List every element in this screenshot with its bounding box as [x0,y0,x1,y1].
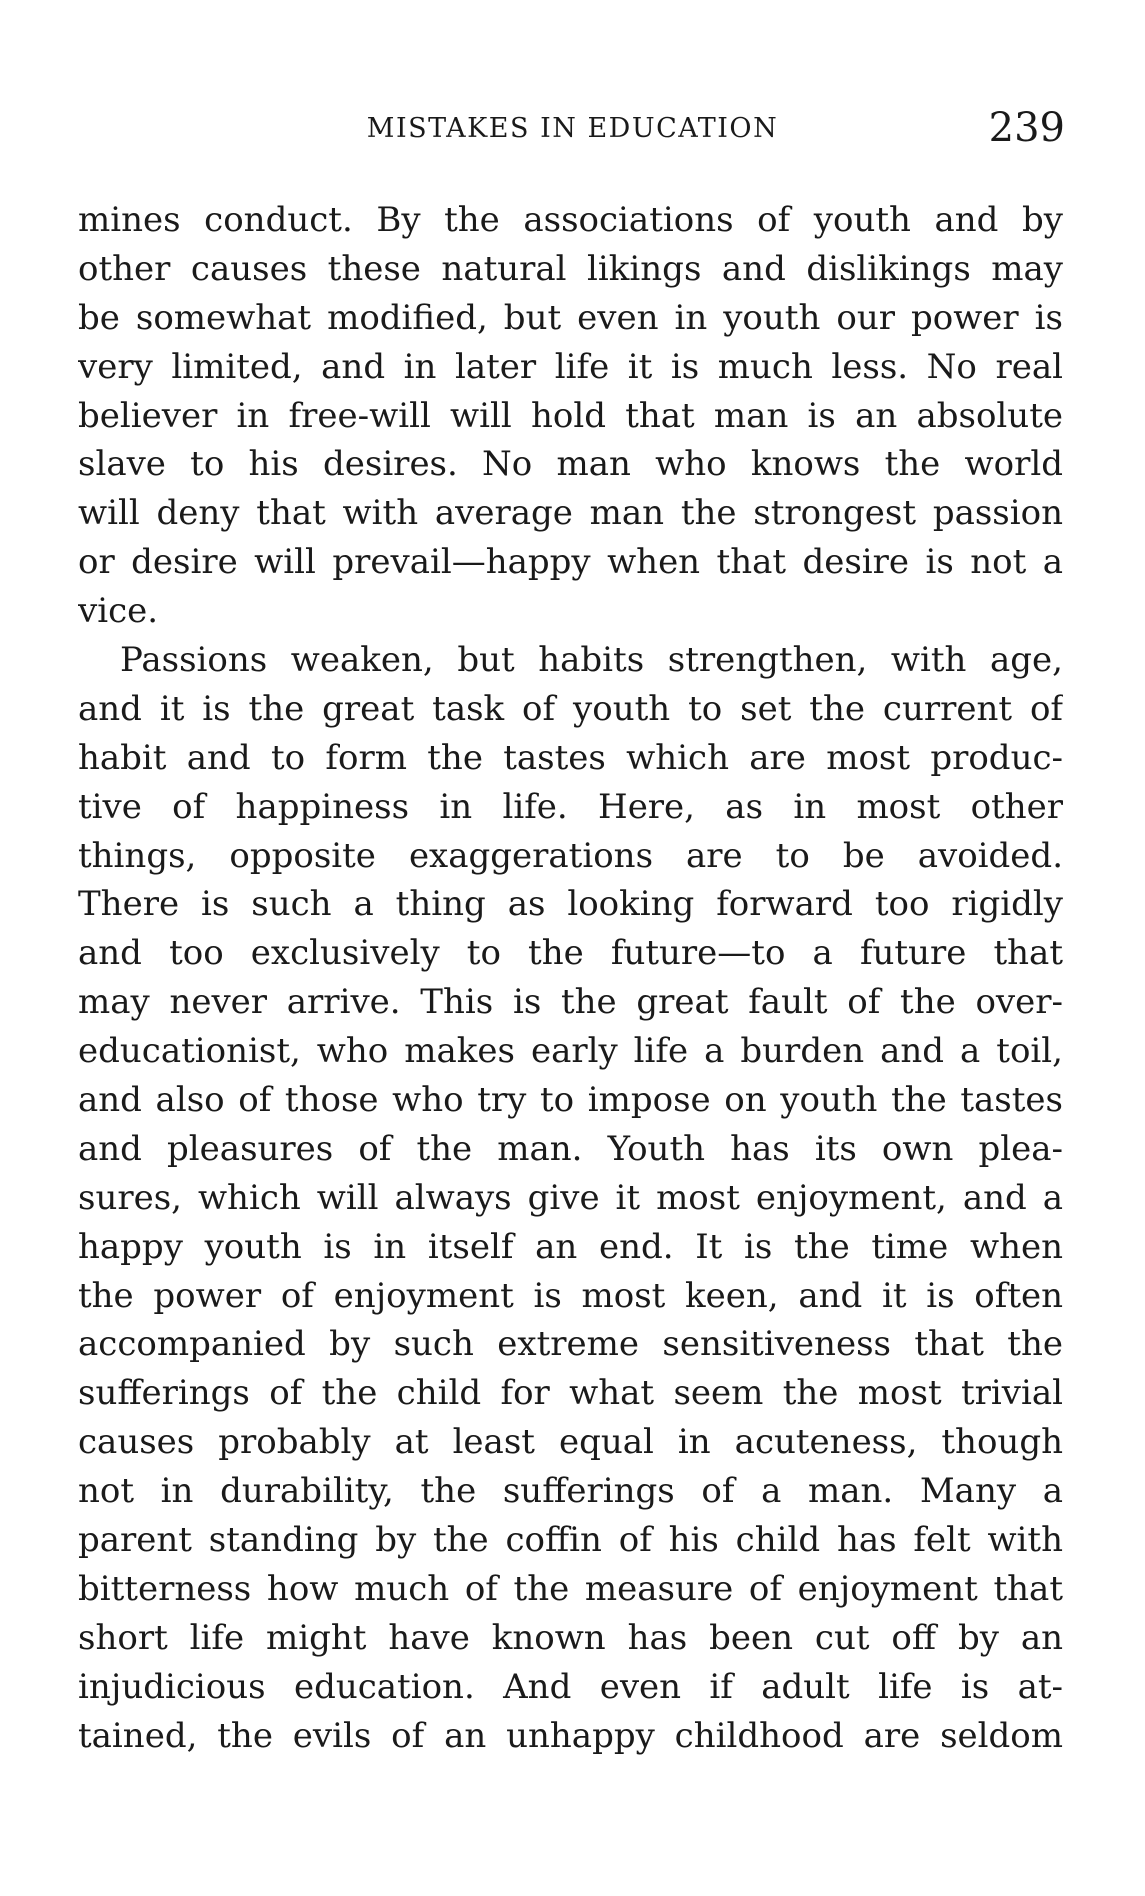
body-text [78,196,1063,1761]
text-line: bitterness how much of the measure of enjoyment that [78,1568,1063,1609]
text-line: vice. [78,591,159,632]
text-line: There is such a thing as looking forward too rigidly [78,884,1063,925]
text-line: parent standing by the coffin of his child has felt with [78,1520,1063,1561]
text-line: mines conduct. By the associations of youth and by [78,200,1063,240]
text-line: educationist, who makes early life a burden and a toil, [78,1031,1063,1072]
text-line: and it is the great task of youth to set the current of [78,688,1063,729]
text-line: may never arrive. This is the great fault of the over- [78,982,1063,1023]
running-title: MISTAKES IN EDUCATION [366,113,779,144]
text-line: habit and to form the tastes which are most produc- [78,737,1063,778]
text-line: very limited, and in later life it is much less. No real [78,346,1063,387]
text-line: be somewhat modified, but even in youth our power is [78,297,1063,338]
text-line: sufferings of the child for what seem the most trivial [78,1373,1063,1414]
text-line: Passions weaken, but habits strengthen, with age, [120,640,1063,681]
text-line: the power of enjoyment is most keen, and it is often [78,1275,1063,1316]
text-line: happy youth is in itself an end. It is the time when [78,1226,1063,1267]
text-line: slave to his desires. No man who knows the world [78,444,1063,485]
text-line: injudicious education. And even if adult life is at- [78,1666,1063,1707]
text-line: believer in free-will will hold that man is an absolute [78,395,1063,436]
text-line: tained, the evils of an unhappy childhood are seldom [78,1715,1063,1756]
text-line: or desire will prevail—happy when that desire is not a [78,542,1063,583]
text-line: accompanied by such extreme sensitiveness that the [78,1324,1063,1365]
text-line: short life might have known has been cut off by an [78,1617,1063,1658]
text-line: tive of happiness in life. Here, as in most other [78,786,1063,827]
page-number: 239 [988,105,1065,151]
text-line: not in durability, the sufferings of a man. Many a [78,1471,1063,1512]
text-line: and pleasures of the man. Youth has its own plea- [78,1128,1063,1169]
text-line: other causes these natural likings and dislikings may [78,248,1063,289]
text-line: sures, which will always give it most enjoyment, and a [78,1177,1063,1218]
text-line: things, opposite exaggerations are to be avoided. [78,835,1063,876]
text-line: will deny that with average man the strongest passion [78,493,1063,534]
text-line: causes probably at least equal in acuteness, though [78,1422,1063,1463]
text-line: and also of those who try to impose on youth the tastes [78,1080,1063,1121]
running-head [80,105,1065,155]
text-line: and too exclusively to the future—to a future that [78,933,1063,974]
